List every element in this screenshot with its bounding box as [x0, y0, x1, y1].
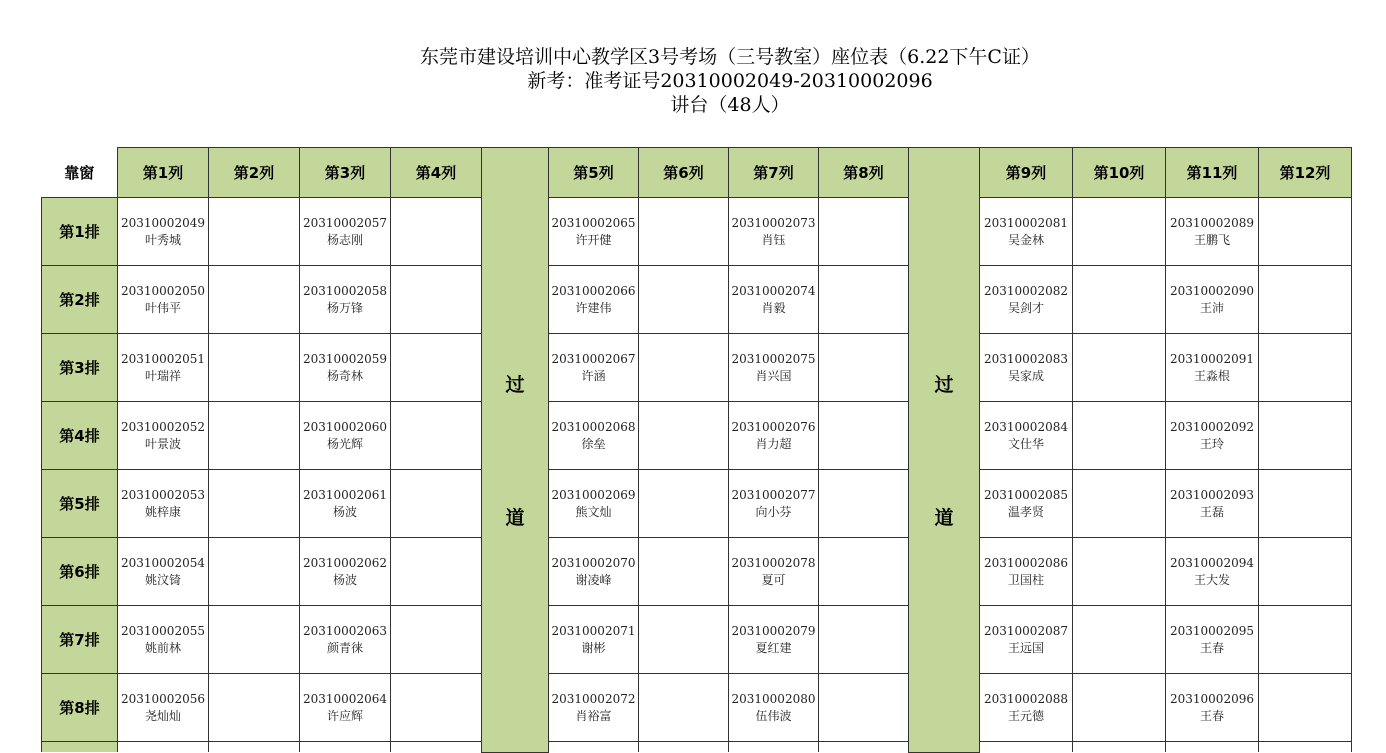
seat-cell	[118, 538, 209, 606]
seat-cell	[118, 674, 209, 742]
candidate-name: 伍伟波	[755, 708, 792, 723]
aisle-char-2: 道	[934, 506, 954, 529]
seat-cell	[819, 606, 909, 674]
candidate-id: 20310002053	[121, 487, 205, 502]
seat-cell	[729, 266, 819, 334]
seat-cell	[1073, 402, 1166, 470]
candidate-name: 杨波	[332, 572, 357, 587]
candidate-name: 夏红建	[755, 640, 792, 655]
seat-cell	[300, 606, 391, 674]
row-label: 第2排	[42, 266, 118, 334]
seat-cell	[1166, 674, 1259, 742]
candidate-id: 20310002061	[303, 487, 387, 502]
seat-cell	[549, 402, 639, 470]
seat-cell	[1166, 470, 1259, 538]
column-header: 第8列	[819, 148, 909, 198]
candidate-id: 20310002095	[1170, 623, 1254, 638]
seat-cell	[819, 334, 909, 402]
candidate-id: 20310002057	[303, 215, 387, 230]
candidate-id: 20310002054	[121, 555, 205, 570]
seat-cell	[391, 470, 482, 538]
seat-cell	[1166, 402, 1259, 470]
candidate-name: 叶伟平	[144, 300, 181, 315]
candidate-name: 许涵	[581, 368, 606, 383]
candidate-id: 20310002077	[731, 487, 816, 502]
candidate-id: 20310002078	[731, 555, 816, 570]
seat-cell	[1259, 334, 1352, 402]
seat-cell	[549, 334, 639, 402]
candidate-id: 20310002064	[303, 691, 387, 706]
seat-cell	[639, 402, 729, 470]
seat-row-cut	[42, 742, 1352, 753]
seat-cell	[729, 198, 819, 266]
candidate-id: 20310002068	[551, 419, 636, 434]
candidate-id: 20310002084	[984, 419, 1068, 434]
seat-cell	[300, 402, 391, 470]
candidate-name: 吴金林	[1007, 232, 1044, 247]
candidate-name: 姚梓康	[144, 504, 181, 519]
candidate-name: 杨波	[332, 504, 357, 519]
candidate-name: 王元德	[1007, 708, 1044, 723]
candidate-name: 温孝贤	[1007, 504, 1044, 519]
seat-cell	[1259, 470, 1352, 538]
seat-cell	[729, 742, 819, 753]
candidate-id: 20310002094	[1170, 555, 1254, 570]
column-header: 第2列	[209, 148, 300, 198]
candidate-name: 熊文灿	[575, 504, 612, 519]
candidate-id: 20310002076	[731, 419, 816, 434]
row-label: 第4排	[42, 402, 118, 470]
candidate-name: 叶瑞祥	[144, 368, 181, 383]
candidate-id: 20310002072	[551, 691, 636, 706]
sheet-title-block	[0, 45, 1386, 117]
candidate-id: 20310002060	[303, 419, 387, 434]
seat-cell	[118, 742, 209, 753]
candidate-name: 王沛	[1199, 300, 1224, 315]
candidate-id: 20310002090	[1170, 283, 1254, 298]
seat-cell	[729, 538, 819, 606]
seat-cell	[819, 266, 909, 334]
row-label: 第6排	[42, 538, 118, 606]
seat-cell	[549, 674, 639, 742]
seat-cell	[118, 402, 209, 470]
candidate-name: 杨志刚	[326, 232, 363, 247]
candidate-name: 杨万锋	[326, 300, 363, 315]
candidate-name: 王鹏飞	[1193, 232, 1230, 247]
seat-cell	[819, 538, 909, 606]
candidate-id: 20310002055	[121, 623, 205, 638]
seat-cell	[118, 266, 209, 334]
candidate-name: 徐垒	[581, 436, 606, 451]
candidate-id: 20310002080	[731, 691, 816, 706]
row-label: 第8排	[42, 674, 118, 742]
candidate-name: 尧灿灿	[144, 708, 181, 723]
seat-cell	[391, 334, 482, 402]
candidate-name: 杨奇林	[326, 368, 363, 383]
seat-cell	[639, 470, 729, 538]
candidate-name: 王磊	[1199, 504, 1224, 519]
candidate-name: 王淼根	[1193, 368, 1230, 383]
seat-cell	[300, 334, 391, 402]
candidate-id: 20310002073	[731, 215, 816, 230]
seat-cell	[729, 674, 819, 742]
candidate-name: 文仕华	[1007, 436, 1044, 451]
seat-cell	[1073, 334, 1166, 402]
candidate-name: 吴家成	[1007, 368, 1044, 383]
seat-cell	[729, 606, 819, 674]
seat-cell	[118, 334, 209, 402]
seat-row	[42, 198, 1352, 266]
candidate-id: 20310002083	[984, 351, 1068, 366]
candidate-name: 谢彬	[581, 640, 606, 655]
candidate-id: 20310002056	[121, 691, 205, 706]
candidate-id: 20310002063	[303, 623, 387, 638]
sheet-title: 东莞市建设培训中心教学区3号考场（三号教室）座位表（6.22下午C证）	[420, 46, 1040, 68]
seat-cell	[1259, 538, 1352, 606]
candidate-id: 20310002096	[1170, 691, 1254, 706]
candidate-name: 肖兴国	[755, 368, 792, 383]
candidate-name: 肖毅	[761, 300, 786, 315]
candidate-name: 王春	[1199, 708, 1224, 723]
seat-cell	[1259, 674, 1352, 742]
seat-cell	[1166, 334, 1259, 402]
seat-cell	[209, 266, 300, 334]
candidate-name: 王大发	[1193, 572, 1230, 587]
seat-cell	[391, 606, 482, 674]
column-header: 第1列	[118, 148, 209, 198]
aisle-left	[482, 148, 549, 753]
seat-cell	[391, 674, 482, 742]
seat-row	[42, 334, 1352, 402]
seat-row	[42, 674, 1352, 742]
candidate-id: 20310002092	[1170, 419, 1254, 434]
seat-cell	[1259, 198, 1352, 266]
seat-cell	[209, 470, 300, 538]
seat-cell	[980, 470, 1073, 538]
seat-cell	[300, 674, 391, 742]
candidate-name: 向小芬	[755, 504, 792, 519]
seat-cell	[209, 198, 300, 266]
column-header: 第10列	[1073, 148, 1166, 198]
candidate-id: 20310002091	[1170, 351, 1254, 366]
seat-cell	[300, 198, 391, 266]
seat-cell	[300, 266, 391, 334]
candidate-name: 杨光辉	[326, 436, 363, 451]
candidate-id: 20310002058	[303, 283, 387, 298]
seat-cell	[1166, 266, 1259, 334]
candidate-name: 肖力超	[755, 436, 792, 451]
candidate-id: 20310002074	[731, 283, 816, 298]
seat-cell	[118, 606, 209, 674]
seat-cell	[549, 470, 639, 538]
seat-cell	[980, 266, 1073, 334]
seat-row	[42, 538, 1352, 606]
seat-cell	[300, 742, 391, 753]
aisle-char-1: 过	[934, 373, 954, 396]
seat-cell	[1073, 198, 1166, 266]
seat-cell	[209, 334, 300, 402]
seat-cell	[1073, 266, 1166, 334]
candidate-name: 姚前林	[144, 640, 181, 655]
seat-cell	[819, 742, 909, 753]
seat-cell	[639, 674, 729, 742]
row-label: 第1排	[42, 198, 118, 266]
window-side-label: 靠窗	[42, 148, 118, 198]
seat-cell	[209, 606, 300, 674]
candidate-name: 许应辉	[326, 708, 363, 723]
candidate-id: 20310002067	[551, 351, 636, 366]
seat-cell	[391, 742, 482, 753]
candidate-name: 许建伟	[575, 300, 612, 315]
seat-cell	[980, 606, 1073, 674]
seat-cell	[391, 198, 482, 266]
seat-cell	[1073, 674, 1166, 742]
seat-cell	[391, 538, 482, 606]
candidate-id: 20310002089	[1170, 215, 1254, 230]
seat-cell	[729, 334, 819, 402]
candidate-name: 卫国柱	[1007, 572, 1044, 587]
candidate-id: 20310002093	[1170, 487, 1254, 502]
candidate-id: 20310002082	[984, 283, 1068, 298]
seat-cell	[819, 198, 909, 266]
podium-label: 讲台（48人）	[670, 94, 790, 116]
candidate-id: 20310002052	[121, 419, 205, 434]
candidate-id: 20310002075	[731, 351, 816, 366]
column-header: 第3列	[300, 148, 391, 198]
seat-row	[42, 606, 1352, 674]
candidate-id: 20310002065	[551, 215, 636, 230]
seat-cell	[391, 266, 482, 334]
row-label: 第7排	[42, 606, 118, 674]
seat-cell	[980, 402, 1073, 470]
seat-cell	[639, 198, 729, 266]
seat-cell	[209, 538, 300, 606]
seat-cell	[549, 742, 639, 753]
seat-cell	[1166, 538, 1259, 606]
candidate-name: 夏可	[761, 572, 786, 587]
candidate-id: 20310002049	[121, 215, 205, 230]
seat-cell	[1259, 266, 1352, 334]
seat-row	[42, 266, 1352, 334]
seat-cell	[549, 606, 639, 674]
candidate-name: 许开健	[575, 232, 612, 247]
candidate-name: 肖裕富	[575, 708, 612, 723]
candidate-id: 20310002085	[984, 487, 1068, 502]
seat-cell	[639, 538, 729, 606]
column-header: 第11列	[1166, 148, 1259, 198]
aisle-right	[909, 148, 980, 753]
column-header: 第6列	[639, 148, 729, 198]
column-header: 第7列	[729, 148, 819, 198]
candidate-id: 20310002087	[984, 623, 1068, 638]
candidate-id: 20310002051	[121, 351, 205, 366]
row-label	[42, 742, 118, 753]
seat-cell	[1073, 742, 1166, 753]
seat-cell	[819, 402, 909, 470]
seat-cell	[549, 198, 639, 266]
seat-cell	[1259, 606, 1352, 674]
seat-cell	[300, 538, 391, 606]
seat-cell	[980, 334, 1073, 402]
seat-cell	[639, 606, 729, 674]
column-header-row	[42, 148, 1352, 198]
row-label: 第5排	[42, 470, 118, 538]
seat-cell	[1073, 538, 1166, 606]
seat-cell	[1073, 606, 1166, 674]
candidate-id: 20310002071	[551, 623, 636, 638]
seat-cell	[300, 470, 391, 538]
seat-cell	[209, 742, 300, 753]
seat-cell	[639, 266, 729, 334]
seat-cell	[729, 470, 819, 538]
candidate-id: 20310002079	[731, 623, 816, 638]
candidate-id: 20310002070	[551, 555, 636, 570]
seat-cell	[118, 198, 209, 266]
sheet-subtitle: 新考：准考证号20310002049-20310002096	[527, 70, 933, 92]
seat-cell	[209, 402, 300, 470]
candidate-name: 叶秀城	[144, 232, 181, 247]
seat-cell	[639, 742, 729, 753]
seat-cell	[1259, 742, 1352, 753]
seat-cell	[1166, 742, 1259, 753]
candidate-id: 20310002081	[984, 215, 1068, 230]
seat-cell	[819, 470, 909, 538]
seat-cell	[1166, 606, 1259, 674]
column-header: 第12列	[1259, 148, 1352, 198]
candidate-id: 20310002062	[303, 555, 387, 570]
candidate-name: 肖钰	[761, 232, 786, 247]
seat-cell	[549, 266, 639, 334]
column-header: 第9列	[980, 148, 1073, 198]
column-header: 第5列	[549, 148, 639, 198]
seat-cell	[980, 538, 1073, 606]
seat-cell	[1259, 402, 1352, 470]
aisle-char-2: 道	[505, 506, 525, 529]
seat-cell	[819, 674, 909, 742]
seat-cell	[549, 538, 639, 606]
seat-cell	[980, 198, 1073, 266]
candidate-id: 20310002088	[984, 691, 1068, 706]
seat-cell	[639, 334, 729, 402]
candidate-id: 20310002069	[551, 487, 636, 502]
seat-cell	[118, 470, 209, 538]
candidate-name: 王玲	[1199, 436, 1224, 451]
column-header: 第4列	[391, 148, 482, 198]
seat-cell	[980, 674, 1073, 742]
candidate-name: 姚汶锜	[144, 572, 181, 587]
candidate-name: 颜青徕	[326, 640, 363, 655]
seat-cell	[209, 674, 300, 742]
aisle-char-1: 过	[505, 373, 525, 396]
candidate-id: 20310002086	[984, 555, 1068, 570]
candidate-name: 王远国	[1007, 640, 1044, 655]
seat-cell	[391, 402, 482, 470]
seat-cell	[980, 742, 1073, 753]
seat-cell	[729, 402, 819, 470]
seat-cell	[1073, 470, 1166, 538]
candidate-id: 20310002066	[551, 283, 636, 298]
seat-row	[42, 470, 1352, 538]
seat-cell	[1166, 198, 1259, 266]
seating-table	[41, 147, 1352, 753]
candidate-name: 谢凌峰	[575, 572, 612, 587]
candidate-name: 叶景波	[144, 436, 181, 451]
candidate-name: 吴剑才	[1007, 300, 1044, 315]
row-label: 第3排	[42, 334, 118, 402]
candidate-id: 20310002050	[121, 283, 205, 298]
seat-row	[42, 402, 1352, 470]
candidate-name: 王春	[1199, 640, 1224, 655]
candidate-id: 20310002059	[303, 351, 387, 366]
